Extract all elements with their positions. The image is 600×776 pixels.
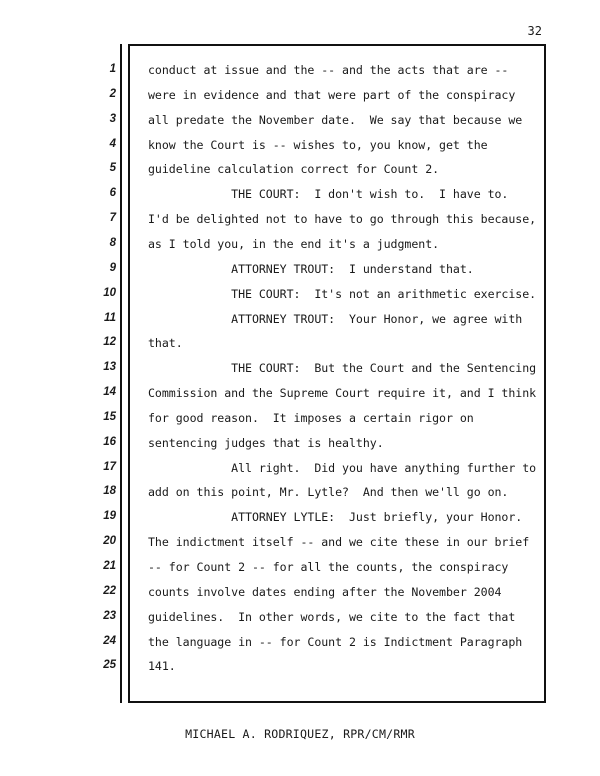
line-number: 18 [103, 485, 116, 498]
line-number: 6 [109, 187, 116, 200]
reporter-footer: MICHAEL A. RODRIQUEZ, RPR/CM/RMR [185, 727, 415, 741]
line-number: 8 [109, 236, 116, 249]
transcript-line: know the Court is -- wishes to, you know, get the [148, 137, 488, 152]
line-number: 22 [103, 584, 116, 597]
line-number: 24 [103, 634, 116, 647]
line-number: 4 [109, 137, 116, 150]
line-number: 2 [109, 87, 116, 100]
transcript-line: sentencing judges that is healthy. [148, 435, 384, 450]
line-number: 3 [109, 112, 116, 125]
transcript-line: I'd be delighted not to have to go through this because, [148, 212, 537, 227]
line-number: 16 [103, 435, 116, 448]
line-number: 1 [109, 63, 116, 75]
transcript-line: ATTORNEY TROUT: Your Honor, we agree with [148, 311, 523, 326]
transcript-line: guideline calculation correct for Count 2. [148, 162, 440, 177]
line-number: 25 [103, 659, 116, 672]
line-number: 9 [109, 261, 116, 274]
transcript-line: all predate the November date. We say that because we [148, 112, 523, 127]
line-number: 12 [103, 336, 116, 349]
transcript-line: the language in -- for Count 2 is Indictment Paragraph [148, 634, 523, 649]
line-number: 13 [103, 361, 116, 374]
line-number: 17 [103, 460, 116, 473]
line-number: 23 [103, 609, 116, 622]
transcript-line: THE COURT: It's not an arithmetic exercise. [148, 286, 537, 301]
transcript-line: conduct at issue and the -- and the acts that are -- [148, 63, 509, 77]
line-number: 5 [109, 162, 116, 175]
transcript-line: Commission and the Supreme Court require it, and I think [148, 386, 537, 401]
page-number: 32 [527, 24, 542, 38]
transcript-line: guidelines. In other words, we cite to the fact that [148, 609, 516, 624]
line-number: 19 [103, 510, 116, 523]
line-number: 14 [103, 386, 116, 399]
line-number: 21 [103, 560, 116, 572]
line-number: 7 [109, 212, 116, 225]
transcript-line: THE COURT: I don't wish to. I have to. [148, 187, 509, 202]
transcript-line: were in evidence and that were part of the conspiracy [148, 87, 516, 102]
line-number: 11 [104, 311, 116, 324]
line-number: 10 [103, 286, 116, 299]
transcript-line: that. [148, 336, 183, 351]
transcript-line: counts involve dates ending after the November 2004 [148, 584, 502, 599]
transcript-line: 141. [148, 659, 176, 674]
transcript-line: add on this point, Mr. Lytle? And then we'll go on. [148, 485, 509, 500]
transcript-line: ATTORNEY LYTLE: Just briefly, your Honor. [148, 510, 523, 525]
transcript-line: All right. Did you have anything further to [148, 460, 537, 475]
transcript-line: The indictment itself -- and we cite these in our brief [148, 535, 530, 550]
transcript-line: for good reason. It imposes a certain rigor on [148, 410, 474, 425]
transcript-line: ATTORNEY TROUT: I understand that. [148, 261, 474, 276]
transcript-line: THE COURT: But the Court and the Sentencing [148, 361, 537, 376]
line-number: 20 [103, 535, 116, 548]
line-number: 15 [103, 410, 116, 423]
transcript-line: -- for Count 2 -- for all the counts, the conspiracy [148, 560, 509, 574]
transcript-line: as I told you, in the end it's a judgment. [148, 236, 440, 251]
line-number-rule [120, 44, 122, 703]
